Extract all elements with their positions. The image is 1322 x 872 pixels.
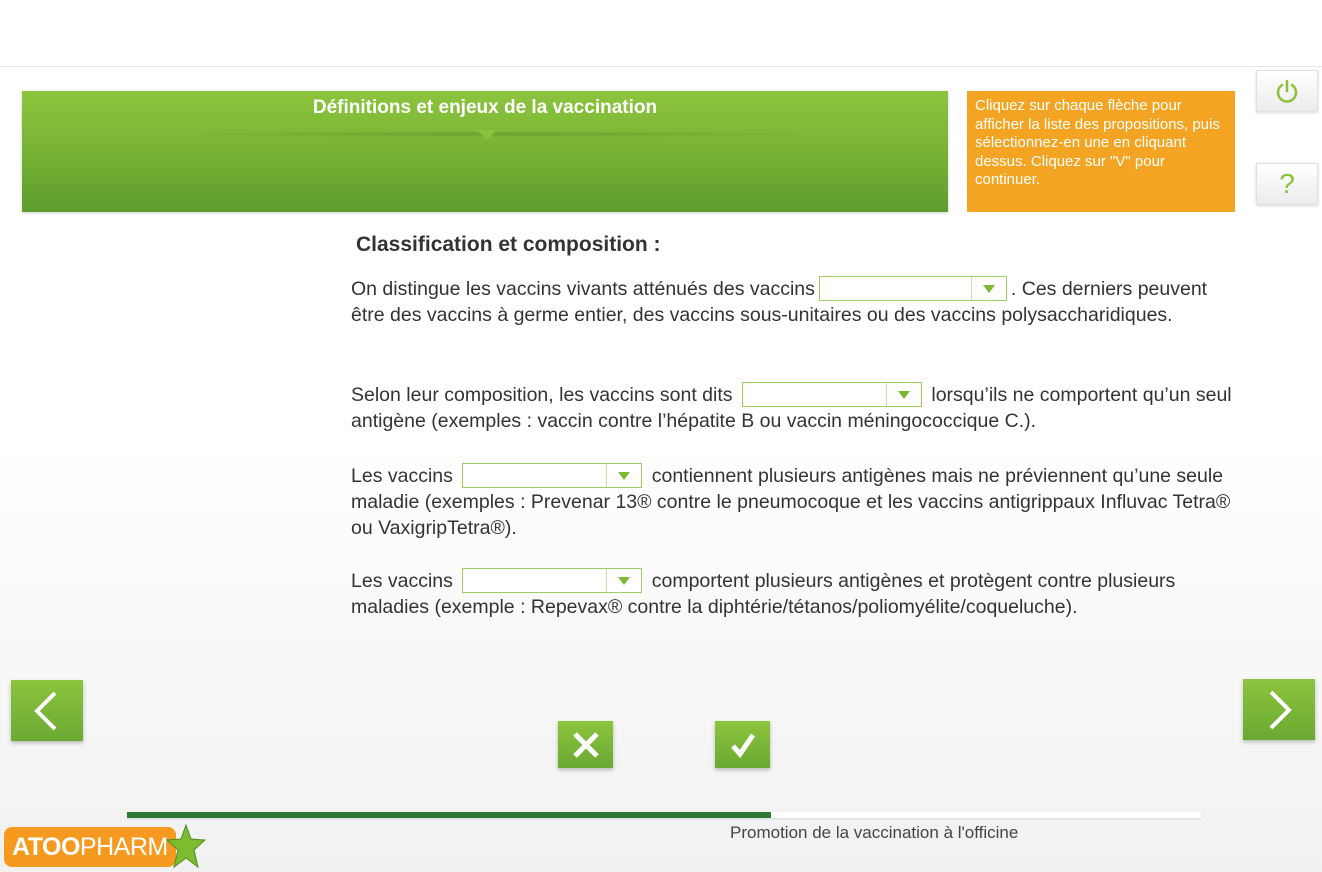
next-button[interactable]	[1243, 679, 1315, 740]
dropdown-3[interactable]	[462, 463, 642, 488]
dropdown-2[interactable]	[742, 382, 922, 407]
quit-button[interactable]	[1256, 70, 1318, 112]
validate-button[interactable]	[715, 721, 770, 768]
paragraph-text: Les vaccins	[351, 465, 453, 487]
paragraph-3	[351, 463, 1241, 541]
logo	[4, 826, 206, 868]
instructions-box: Cliquez sur chaque flèche pour afficher la liste des propositions, puis sélectionnez-en une en cliquant dessus. Cliquez sur "V" pour continuer.	[967, 91, 1235, 212]
banner-notch	[477, 130, 497, 140]
dropdown-arrow[interactable]	[971, 277, 1006, 300]
paragraph-text: comportent plusieurs antigènes et protègent contre plusieurs maladies (exemple : Repevax® contre la diphtérie/tétanos/poliomyélite/coqueluche).	[351, 570, 1176, 618]
logo-light-text: PHARM	[79, 832, 168, 861]
cancel-button[interactable]	[558, 721, 613, 768]
top-bar	[0, 0, 1322, 67]
paragraph-text: Les vaccins	[351, 570, 453, 592]
chevron-down-icon	[898, 391, 910, 399]
dropdown-arrow[interactable]	[886, 383, 921, 406]
paragraph-4	[351, 568, 1241, 620]
paragraph-text: . Ces derniers peuvent être des vaccins à germe entier, des vaccins sous-unitaires ou des vaccins polysaccharidiques.	[351, 278, 1208, 326]
paragraph-text: contiennent plusieurs antigènes mais ne préviennent qu’une seule maladie (exemples : Prevenar 13® contre le pneumocoque et les vaccins antigrippaux Influvac Tetra® ou VaxigripTetra®).	[351, 465, 1231, 539]
chevron-left-icon	[27, 689, 67, 733]
chevron-down-icon	[618, 472, 630, 480]
paragraph-2	[351, 382, 1241, 434]
logo-bold-text: ATOO	[12, 832, 80, 861]
dropdown-arrow[interactable]	[606, 464, 641, 487]
section-title: Classification et composition :	[356, 233, 661, 256]
progress-fill	[127, 812, 771, 818]
help-button[interactable]	[1256, 163, 1318, 205]
module-title: Promotion de la vaccination à l'officine	[730, 823, 1019, 842]
previous-button[interactable]	[11, 680, 83, 741]
power-icon	[1274, 78, 1300, 104]
progress-bar	[127, 812, 1201, 818]
chevron-down-icon	[618, 577, 630, 585]
help-icon: ?	[1279, 168, 1295, 199]
paragraph-text: lorsqu’ils ne comportent qu’un seul antigène (exemples : vaccin contre l’hépatite B ou vaccin méningococcique C.).	[351, 384, 1232, 432]
dropdown-4[interactable]	[462, 568, 642, 593]
star-icon	[166, 823, 206, 871]
banner-glow	[172, 131, 822, 137]
chevron-down-icon	[983, 285, 995, 293]
close-icon	[571, 730, 601, 760]
check-icon	[728, 730, 758, 760]
chevron-right-icon	[1259, 688, 1299, 732]
logo-wordmark	[4, 827, 176, 867]
paragraph-text: Selon leur composition, les vaccins sont dits	[351, 384, 733, 406]
page-title: Définitions et enjeux de la vaccination	[312, 97, 658, 118]
paragraph-text: On distingue les vaccins vivants atténués des vaccins	[351, 278, 815, 300]
dropdown-1[interactable]	[819, 276, 1007, 301]
paragraph-1	[351, 276, 1241, 328]
dropdown-arrow[interactable]	[606, 569, 641, 592]
